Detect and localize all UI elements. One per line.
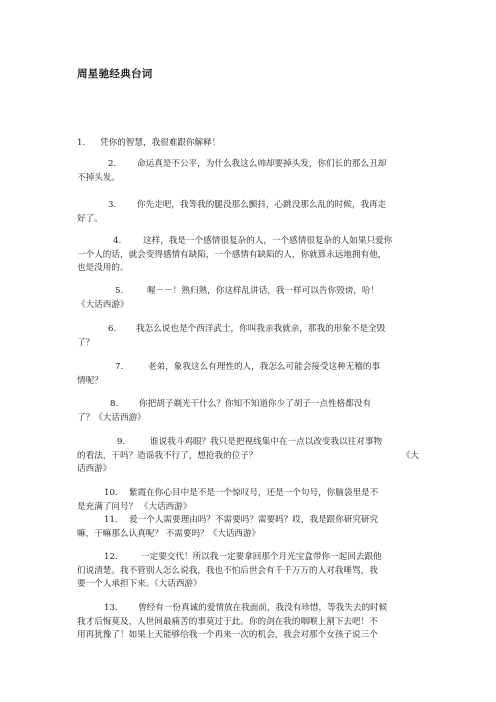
quote-number: 1.	[77, 138, 86, 148]
quote-item-6	[77, 323, 419, 350]
quote-line: 好了。	[77, 213, 103, 224]
quote-item-5	[77, 285, 419, 312]
quote-item-13	[77, 602, 419, 643]
quote-line: 了？	[77, 337, 95, 348]
quote-line: 12. 一定要交代！所以我一定要拿回那个月光宝盒带你一起回去跟他	[77, 551, 419, 565]
quote-item-3	[77, 199, 419, 226]
quote-line: 嘛，干嘛那么认真呢？ 不需要吗？《大话西游》	[77, 528, 261, 539]
quote-line: 们说清楚。我不管别人怎么说我，我也不怕后世会有千千万万的人对我唾骂，我	[77, 565, 378, 576]
quote-item-1	[77, 137, 419, 151]
quote-line: 了？《大话西游》	[77, 412, 146, 423]
quote-line: 6. 我怎么说也是个西洋武士，你叫我亲我就亲，那我的形象不是全毁	[77, 323, 419, 337]
quote-line: 13. 曾经有一份真诚的爱情放在我面前，我没有珍惜，等我失去的时候	[77, 602, 419, 616]
quote-line: 1. 凭你的智慧，我很难跟你解释！	[77, 137, 419, 151]
quote-line: 3. 你先走吧，我等我的腿没那么颤抖，心跳没那么乱的时候，我再走	[77, 199, 419, 213]
quote-item-2	[77, 158, 419, 185]
document-title: 周星驰经典台词	[77, 68, 153, 80]
quote-number: 3.	[108, 200, 117, 210]
quote-number: 5.	[115, 286, 124, 296]
quote-item-8	[77, 398, 419, 425]
quote-line: 也是没用的。	[77, 263, 129, 273]
quote-line: 4. 这样，我是一个感情很复杂的人，一个感情很复杂的人如果只爱你	[77, 235, 419, 249]
quote-line: 不掉头发。	[77, 172, 120, 183]
quote-line: 9. 谁说我斗鸡眼？我只是把视线集中在一点以改变我以往对事物	[77, 436, 419, 450]
quote-number: 8.	[110, 399, 119, 409]
quote-line: 5. 喔－－！熟归熟，你这样乱讲话，我一样可以告你毁谤，哈！	[77, 285, 419, 299]
quote-item-9	[77, 436, 419, 477]
quote-item-7	[77, 361, 419, 388]
quote-line: 用再犹豫了！如果上天能够给我一个再来一次的机会，我会对那个女孩子说三个	[77, 630, 378, 640]
quote-number: 13.	[104, 603, 118, 613]
quote-line: 《大话西游》	[77, 299, 129, 310]
quote-line: 话西游》	[77, 464, 112, 474]
quote-line: 是充满了问号？ 《大话西游》	[77, 501, 192, 512]
quote-number: 2.	[108, 159, 117, 169]
quote-item-12	[77, 551, 419, 592]
quote-line: 情呢？	[77, 375, 103, 386]
quote-line: 10. 紫霞在你心目中是不是一个惊叹号，还是一个句号，你脑袋里是不	[77, 487, 419, 501]
quote-line: 7. 老弟，象我这么有理性的人，我怎么可能会接受这种无稽的事	[77, 361, 419, 375]
quote-line: 8. 你把胡子剃光干什么？你知不知道你少了胡子一点性格都没有	[77, 398, 419, 412]
quote-line: 一个人的话，就会变得感情有缺陷，一个感情有缺陷的人，你就算永远地拥有他，	[77, 249, 387, 260]
quote-line: 11. 爱一个人需要理由吗？不需要吗？需要吗？哎，我是跟你研究研究	[77, 514, 419, 528]
quote-line: 的看法，干吗？造谣我不行了，想抢我的位子？ 《大	[77, 450, 419, 461]
quote-number: 10.	[104, 488, 118, 498]
quote-number: 11.	[104, 515, 118, 525]
quote-number: 6.	[108, 324, 117, 334]
quote-line: 2. 命运真是不公平，为什么我这么帅却要掉头发，你们长的那么丑却	[77, 158, 419, 172]
quote-number: 7.	[115, 362, 124, 372]
quote-line: 要一个人承担下来。《大话西游》	[77, 579, 202, 589]
quote-number: 4.	[113, 236, 122, 246]
quote-item-10	[77, 487, 419, 514]
quote-number: 9.	[117, 437, 126, 447]
quote-number: 12.	[104, 552, 118, 562]
quote-item-4	[77, 235, 419, 276]
quote-line: 我才后悔莫及，人世间最痛苦的事莫过于此。你的剑在我的咽喉上割下去吧！不	[77, 616, 378, 627]
quote-item-11	[77, 514, 419, 541]
